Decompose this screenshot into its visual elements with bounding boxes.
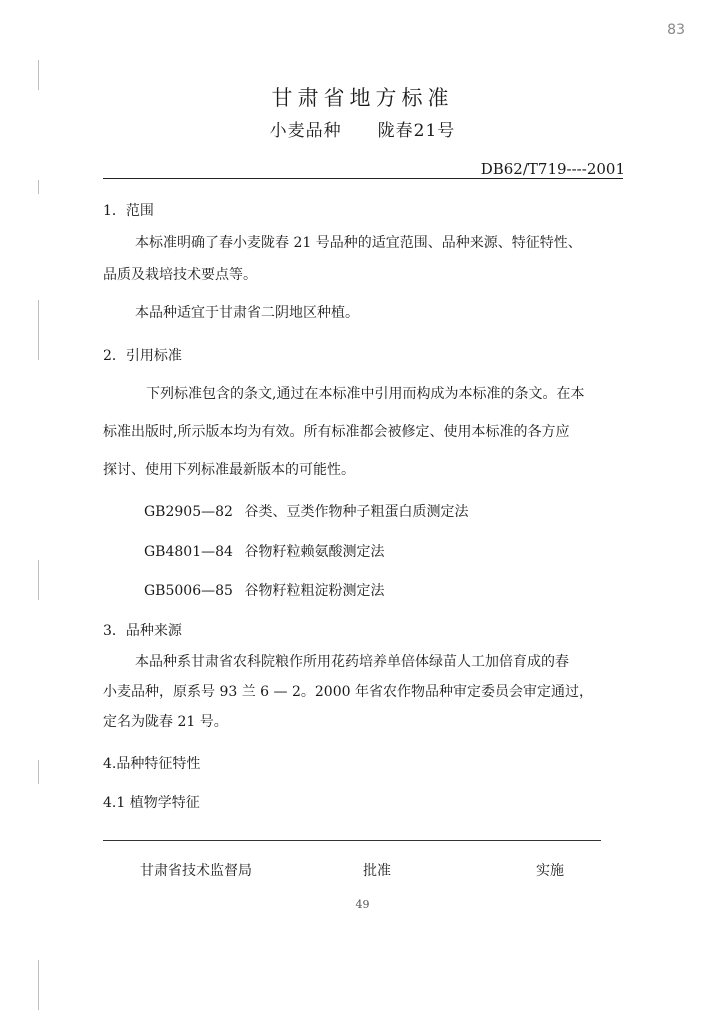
reference-item: [144, 580, 384, 600]
section-3-paragraph-line: 本品种系甘肃省农科院粮作所用花药培养单倍体绿苗人工加倍育成的春: [135, 654, 569, 670]
scan-margin-mark: [38, 760, 39, 784]
reference-title: 谷类、豆类作物种子粗蛋白质测定法: [244, 504, 469, 520]
reference-code: GB4801—84: [144, 544, 233, 560]
document-subtitle: 小麦品种 陇春21号: [269, 121, 456, 141]
section-2-heading: 2．引用标准: [103, 348, 182, 364]
section-1-paragraph-2: 本品种适宜于甘肃省二阴地区种植。: [135, 305, 359, 321]
reference-item: [144, 541, 384, 561]
reference-code: GB5006—85: [144, 583, 233, 599]
footer-approve: 批准: [363, 863, 391, 879]
scan-margin-mark: [38, 960, 39, 1010]
section-2-paragraph-line: 下列标准包含的条文,通过在本标准中引用而构成为本标准的条文。在本: [146, 386, 585, 402]
header-rule: [103, 178, 623, 179]
section-3-heading: 3．品种来源: [103, 623, 182, 639]
section-2-paragraph-line: 探讨、使用下列标准最新版本的可能性。: [103, 462, 355, 478]
section-3-paragraph-line: 小麦品种，原系号 93 兰 6 — 2。2000 年省农作物品种审定委员会审定通过，: [103, 684, 593, 700]
scan-margin-mark: [38, 180, 39, 194]
corner-handwritten-mark: 83: [667, 22, 685, 38]
reference-title: 谷物籽粒赖氨酸测定法: [244, 544, 385, 560]
footer-issuer: 甘肃省技术监督局: [140, 863, 252, 879]
scan-margin-mark: [38, 300, 39, 360]
section-4-1-heading: 4.1 植物学特征: [103, 795, 200, 811]
scan-margin-mark: [38, 560, 39, 600]
footer-rule: [103, 840, 601, 841]
section-4-heading: 4.品种特征特性: [103, 756, 201, 772]
reference-title: 谷物籽粒粗淀粉测定法: [244, 583, 385, 599]
section-3-paragraph-line: 定名为陇春 21 号。: [103, 714, 228, 730]
reference-item: [144, 501, 468, 521]
section-2-paragraph-line: 标准出版时,所示版本均为有效。所有标准都会被修定、使用本标准的各方应: [103, 424, 570, 440]
page-number: 49: [355, 898, 370, 911]
section-1-heading: 1．范围: [103, 203, 154, 219]
section-1-paragraph-line: 本标准明确了春小麦陇春 21 号品种的适宜范围、品种来源、特征特性、: [135, 235, 582, 251]
footer-implement: 实施: [536, 863, 564, 879]
section-1-paragraph-line: 品质及栽培技术要点等。: [103, 267, 257, 283]
reference-code: GB2905—82: [144, 504, 233, 520]
document-title: 甘肃省地方标准: [271, 86, 454, 110]
standard-code: DB62/T719----2001: [480, 160, 625, 178]
